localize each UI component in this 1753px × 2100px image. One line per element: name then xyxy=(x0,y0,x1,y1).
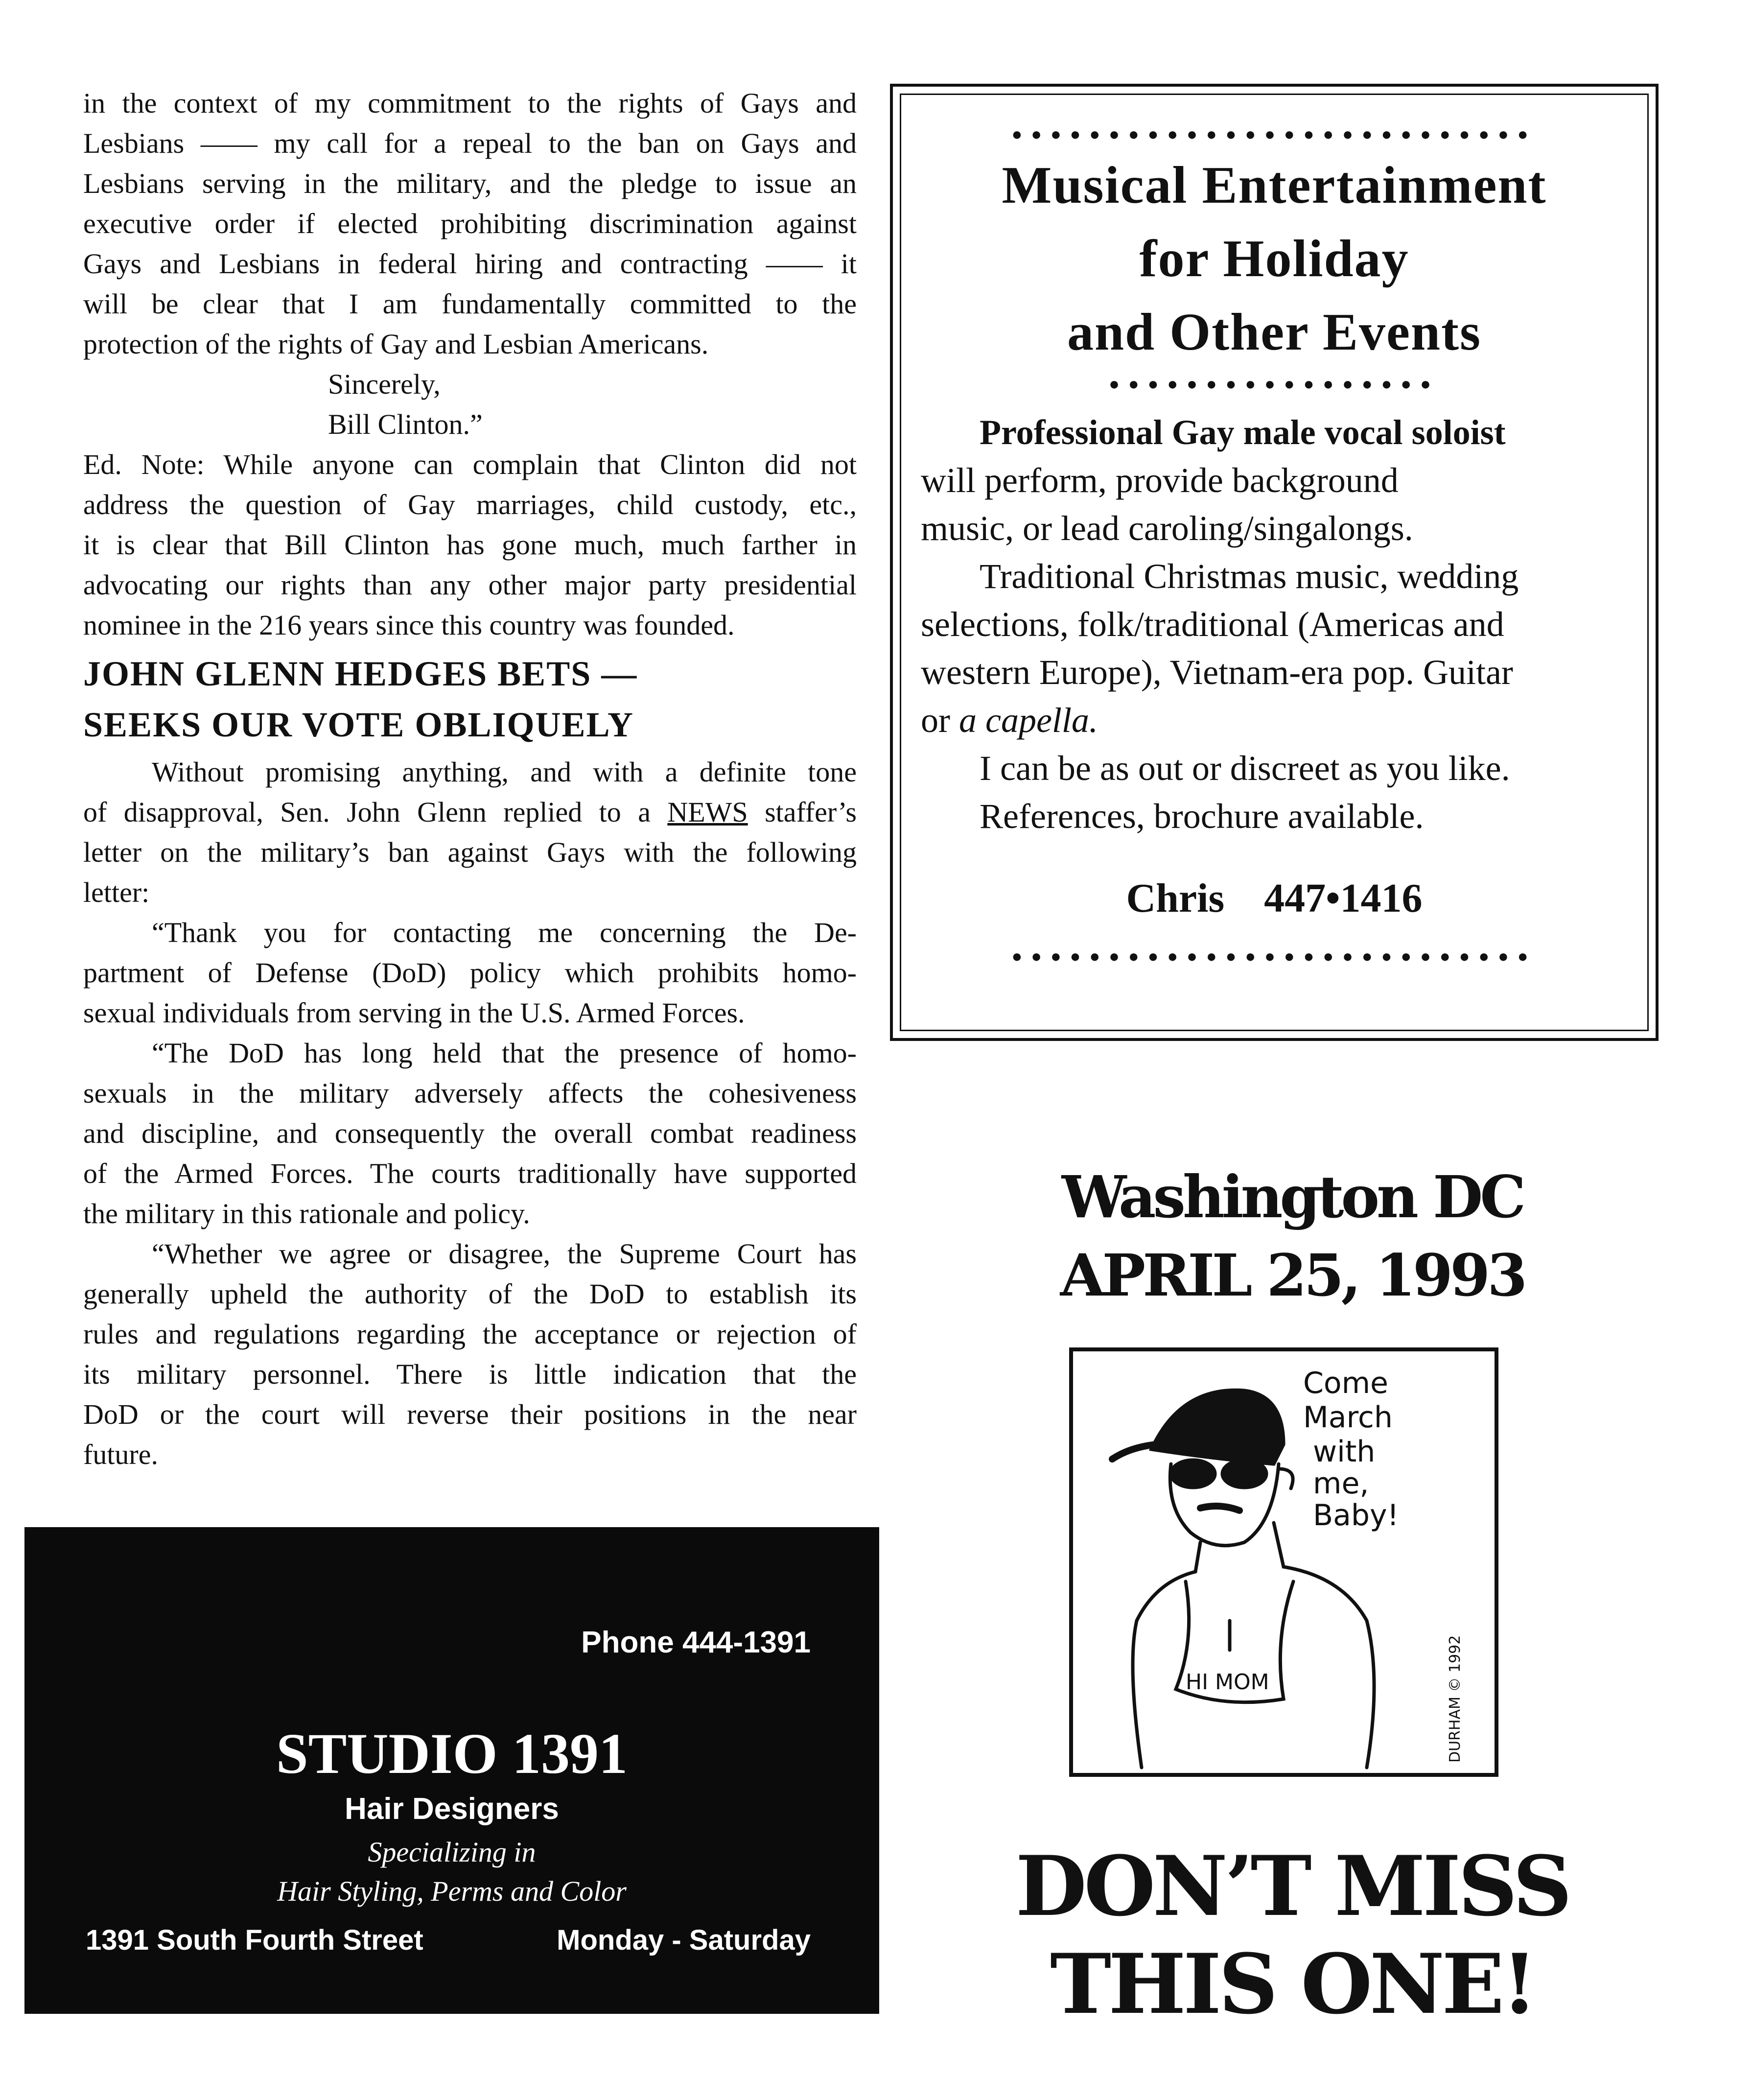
text-line: Gays and Lesbians in federal hiring and contracting —— it xyxy=(83,248,857,280)
artist-signature: DURHAM © 1992 xyxy=(1447,1635,1464,1763)
text-line: Bill Clinton.” xyxy=(328,408,483,440)
text-line: will be clear that I am fundamentally committed to the xyxy=(83,288,857,320)
paragraph xyxy=(83,445,857,645)
speech-line: me, xyxy=(1313,1466,1369,1501)
march-date: APRIL 25, 1993 xyxy=(1060,1241,1525,1309)
march-cta-line: DON’T MISS xyxy=(1015,1838,1569,1935)
text-line: “Whether we agree or disagree, the Supreme Court has xyxy=(152,1238,857,1270)
paragraph xyxy=(83,1234,857,1475)
studio-1391-ad xyxy=(24,1527,879,2014)
paragraph xyxy=(83,1033,857,1234)
ad-title xyxy=(901,149,1647,369)
text-line: of disapproval, Sen. John Glenn replied to a NEWS staffer’s xyxy=(83,796,857,828)
studio-services: Hair Styling, Perms and Color xyxy=(277,1875,627,1907)
text-line: it is clear that Bill Clinton has gone much, much farther in xyxy=(83,529,857,561)
studio-specialty: Specializing in xyxy=(368,1836,536,1868)
section-heading xyxy=(83,648,857,750)
text-line: “Thank you for contacting me concerning the De- xyxy=(152,917,857,948)
march-location: Washington DC xyxy=(1061,1163,1523,1231)
text-line: advocating our rights than any other major party presidential xyxy=(83,569,857,601)
text-line: letter on the military’s ban against Gays with the following xyxy=(83,836,857,868)
text-line: in the context of my commitment to the rights of Gays and xyxy=(83,87,857,119)
text-line: its military personnel. There is little indication that the xyxy=(83,1358,857,1390)
text-line: sexual individuals from serving in the U.S. Armed Forces. xyxy=(83,997,745,1029)
ad-body-line: References, brochure available. xyxy=(980,797,1424,836)
text-line: sexuals in the military adversely affects the cohesiveness xyxy=(83,1077,857,1109)
text-line: Without promising anything, and with a definite tone xyxy=(152,756,857,788)
speech-line: with xyxy=(1313,1435,1376,1469)
text-line: protection of the rights of Gay and Lesbian Americans. xyxy=(83,328,709,360)
text-line: Ed. Note: While anyone can complain that Clinton did not xyxy=(83,448,857,480)
musical-entertainment-ad xyxy=(890,84,1659,1041)
text-line: Sincerely, xyxy=(328,368,441,400)
studio-hours: Monday - Saturday xyxy=(557,1924,811,1956)
text-line: DoD or the court will reverse their positions in the near xyxy=(83,1398,857,1430)
text-line: letter: xyxy=(83,876,150,908)
ad-body-line xyxy=(921,456,1628,504)
ad-body-line: music, or lead caroling/singalongs. xyxy=(921,509,1413,548)
contact-name: Chris xyxy=(1126,875,1225,921)
text-line: Lesbians serving in the military, and the pledge to issue an xyxy=(83,167,857,199)
text-line: the military in this rationale and policy. xyxy=(83,1198,530,1229)
ad-contact xyxy=(901,874,1647,922)
studio-name: STUDIO 1391 xyxy=(276,1722,628,1786)
studio-phone: Phone 444-1391 xyxy=(581,1626,811,1659)
march-cta-line: THIS ONE! xyxy=(1050,1935,1535,2032)
ad-body-line: Professional Gay male vocal soloist xyxy=(980,413,1506,452)
text-line: Lesbians —— my call for a repeal to the ban on Gays and xyxy=(83,127,857,159)
paragraph xyxy=(83,83,857,364)
speech-line: Baby! xyxy=(1313,1498,1399,1533)
text-line: address the question of Gay marriages, child custody, etc., xyxy=(83,489,857,520)
ad-title-line: Musical Entertainment xyxy=(1002,156,1547,214)
signature-block xyxy=(83,364,857,445)
ad-title-line: for Holiday xyxy=(1139,230,1409,288)
ad-body-line: I can be as out or discreet as you like. xyxy=(980,749,1510,788)
dot-divider: ●●●●●●●●●●●●●●●●● xyxy=(1109,374,1440,394)
text-line: rules and regulations regarding the acceptance or rejection of xyxy=(83,1318,857,1350)
text-line: partment of Defense (DoD) policy which prohibits homo- xyxy=(83,957,857,989)
paragraph xyxy=(83,913,857,1033)
text-line: nominee in the 216 years since this country was founded. xyxy=(83,609,735,641)
text-line: and discipline, and consequently the overall combat readiness xyxy=(83,1117,857,1149)
speech-line: Come xyxy=(1303,1366,1388,1400)
text-line: executive order if elected prohibiting discrimination against xyxy=(83,208,857,239)
studio-address: 1391 South Fourth Street xyxy=(86,1924,423,1956)
ad-body-line xyxy=(921,696,1628,744)
contact-phone: 447•1416 xyxy=(1264,875,1423,921)
text-line: of the Armed Forces. The courts traditionally have supported xyxy=(83,1157,857,1189)
studio-subtitle: Hair Designers xyxy=(345,1792,559,1826)
ad-body-line: will perform, provide background xyxy=(921,461,1399,500)
dot-divider: ●●●●●●●●●●●●●●●●●●●●●●●●●●● xyxy=(1011,946,1537,966)
text-line: SEEKS OUR VOTE OBLIQUELY xyxy=(83,705,634,744)
text-line: future. xyxy=(83,1439,158,1470)
ad-body-line: western Europe), Vietnam-era pop. Guitar xyxy=(921,653,1513,692)
shirt-text: HI MOM xyxy=(1186,1670,1269,1695)
paragraph xyxy=(83,752,857,913)
dot-divider: ●●●●●●●●●●●●●●●●●●●●●●●●●●● xyxy=(1011,124,1537,144)
text-line: “The DoD has long held that the presence of homo- xyxy=(152,1037,857,1069)
ad-text-italic: a capella. xyxy=(958,701,1098,740)
ad-title-line: and Other Events xyxy=(1067,303,1482,361)
text-line: JOHN GLENN HEDGES BETS — xyxy=(83,654,638,693)
ad-body-line: selections, folk/traditional (Americas and xyxy=(921,605,1504,644)
ad-body-line: Traditional Christmas music, wedding xyxy=(980,557,1519,596)
speech-line: March xyxy=(1303,1400,1393,1435)
march-cartoon xyxy=(1068,1346,1499,1778)
text-line: generally upheld the authority of the DoD to establish its xyxy=(83,1278,857,1310)
ad-body xyxy=(901,408,1647,840)
ad-text: or xyxy=(921,701,959,740)
article-column xyxy=(83,83,857,1475)
